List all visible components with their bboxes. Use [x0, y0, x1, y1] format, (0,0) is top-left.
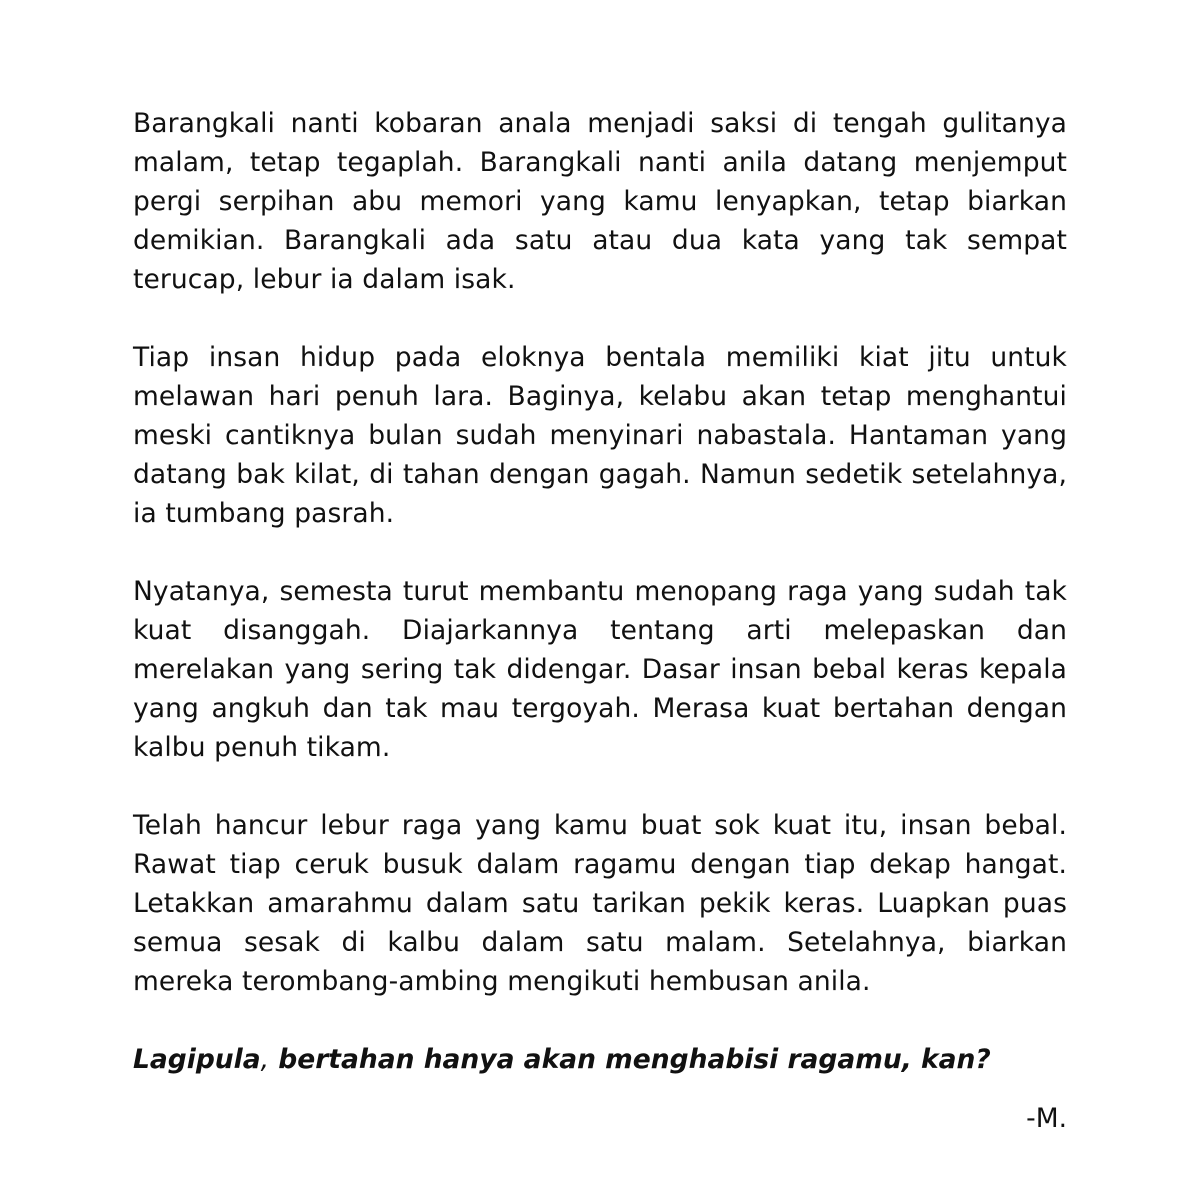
paragraph-1: Barangkali nanti kobaran anala menjadi saksi di tengah gulitanya malam, tetap tegaplah. Barangkali nanti anila datang menjemput pergi serpihan abu memori yang kamu lenyapkan, tetap biarkan demikian. Barangkali ada satu atau dua kata yang tak sempat terucap, lebur ia dalam isak. — [133, 108, 1067, 295]
paragraph-4: Telah hancur lebur raga yang kamu buat sok kuat itu, insan bebal. Rawat tiap ceruk busuk dalam ragamu dengan tiap dekap hangat. Letakkan amarahmu dalam satu tarikan pekik keras. Luapkan puas semua sesak di kalbu dalam satu malam. Setelahnya, biarkan mereka terombang-ambing mengikuti hembusan anila. — [133, 810, 1067, 997]
poem-page — [133, 104, 1067, 1138]
closing-first-word: Lagipula — [133, 1044, 261, 1075]
closing-separator: , — [260, 1044, 270, 1075]
closing-rest: bertahan hanya akan menghabisi ragamu, kan? — [269, 1044, 991, 1075]
paragraph-3: Nyatanya, semesta turut membantu menopang raga yang sudah tak kuat disanggah. Diajarkannya tentang arti melepaskan dan merelakan yang sering tak didengar. Dasar insan bebal keras kepala yang angkuh dan tak mau tergoyah. Merasa kuat bertahan dengan kalbu penuh tikam. — [133, 576, 1067, 763]
closing-line — [133, 1040, 1067, 1079]
author-signature: -M. — [1026, 1103, 1067, 1134]
paragraph-2: Tiap insan hidup pada eloknya bentala memiliki kiat jitu untuk melawan hari penuh lara. Baginya, kelabu akan tetap menghantui meski cantiknya bulan sudah menyinari nabastala. Hantaman yang datang bak kilat, di tahan dengan gagah. Namun sedetik setelahnya, ia tumbang pasrah. — [133, 342, 1067, 529]
